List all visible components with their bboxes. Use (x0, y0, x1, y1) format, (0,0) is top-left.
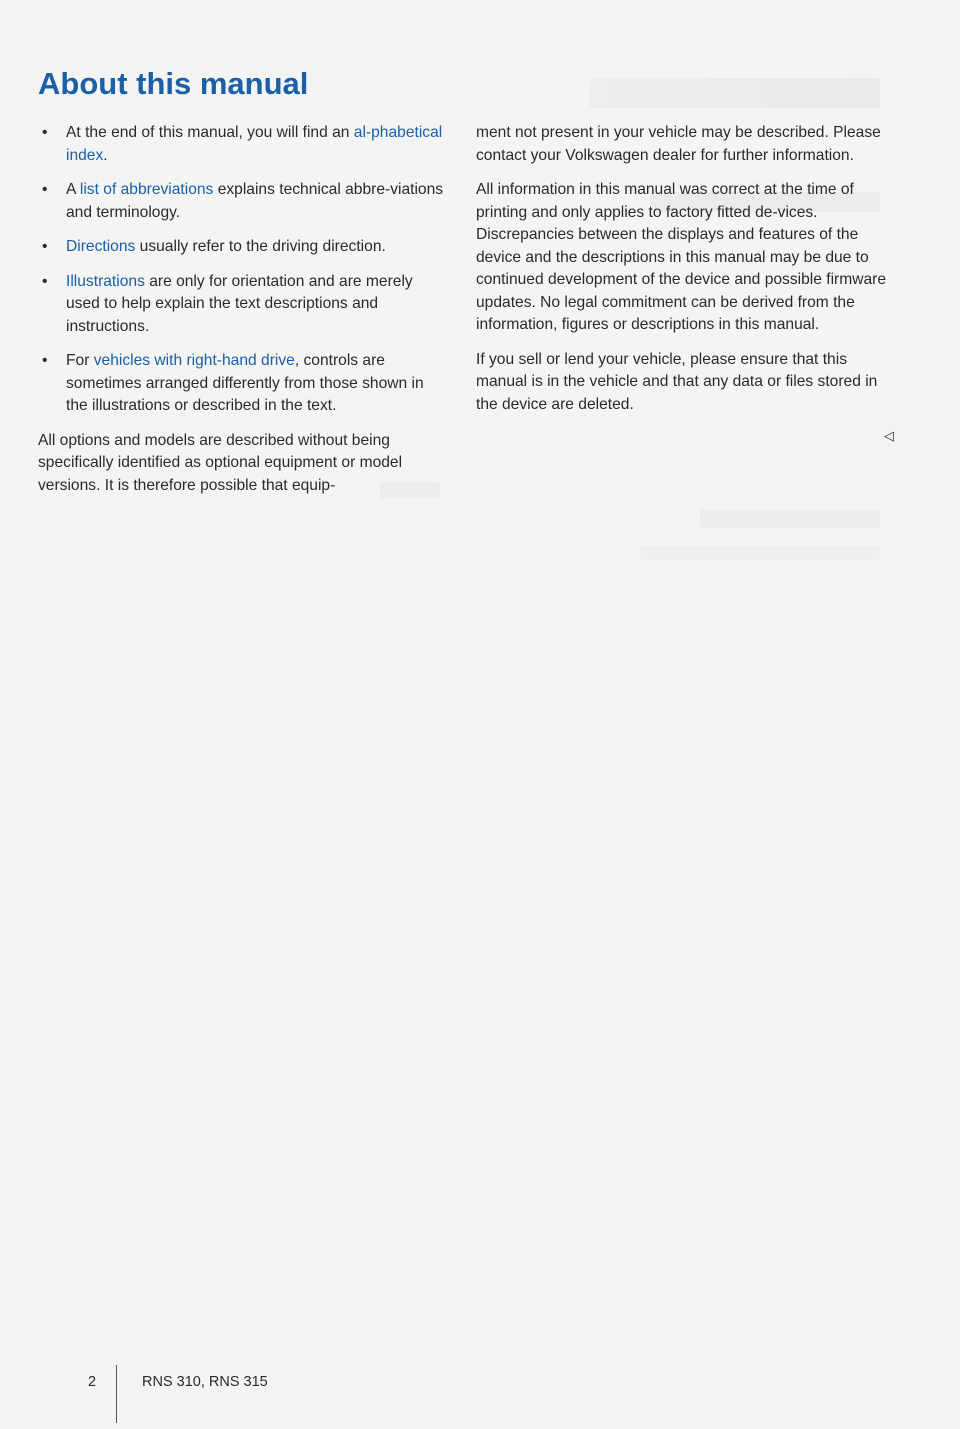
bullet-item (38, 122, 448, 167)
bullet-text-segment: are only for orientation and are merely used to help explain the text descriptions and instructions. (66, 272, 413, 335)
bullet-item (38, 271, 448, 339)
left-column (38, 122, 448, 509)
page-title: About this manual (38, 66, 309, 101)
section-end-arrow-icon: ◁ (884, 428, 894, 443)
options-paragraph: All options and models are described without being specifically identified as optional equipment or model versions. It is therefore possible that equip- (38, 431, 403, 494)
right-paragraph-2: All information in this manual was correct at the time of printing and only applies to factory fitted de-vices. Discrepancies between the displays and features of the device and the descriptions in this manual may be due to continued development of the device and possible firmware updates. No legal commitment can be derived from the information, figures or descriptions in this manual. (476, 181, 887, 333)
bullet-text (66, 352, 424, 414)
bullet-text-segment: A (66, 181, 80, 198)
right-column (476, 122, 886, 428)
right-paragraph-1: ment not present in your vehicle may be described. Please contact your Volkswagen dealer for further information. (476, 124, 881, 164)
bullet-text (66, 124, 442, 164)
bullet-text-segment: At the end of this manual, you will find an (66, 124, 354, 141)
show-through-decoration (590, 78, 880, 108)
show-through-decoration (640, 546, 880, 560)
cross-reference-link[interactable]: al-phabetical index (66, 124, 443, 164)
bullet-text-segment: For (66, 352, 94, 369)
bullet-item (38, 179, 448, 224)
cross-reference-link[interactable]: vehicles with right-hand drive (93, 352, 295, 369)
bullet-dot-icon: • (42, 238, 48, 255)
bullet-list (38, 122, 448, 418)
bullet-text (66, 238, 386, 255)
bullet-text-segment: explains technical abbre-viations and terminology. (66, 181, 444, 221)
bullet-dot-icon: • (42, 124, 48, 141)
bullet-item (38, 350, 448, 418)
footer-model: RNS 310, RNS 315 (142, 1374, 268, 1390)
bullet-text-segment: , controls are sometimes arranged differently from those shown in the illustrations or described in the text. (66, 352, 424, 414)
cross-reference-link[interactable]: Directions (66, 238, 136, 255)
bullet-dot-icon: • (42, 181, 48, 198)
bullet-dot-icon: • (42, 272, 48, 290)
footer-divider (116, 1365, 117, 1423)
page-number: 2 (88, 1374, 97, 1390)
bullet-text (66, 181, 443, 221)
cross-reference-link[interactable]: list of abbreviations (79, 181, 214, 198)
right-paragraph-3: If you sell or lend your vehicle, please ensure that this manual is in the vehicle and that any data or files stored in the device are deleted. (476, 350, 878, 413)
bullet-item (38, 236, 448, 259)
cross-reference-link[interactable]: Illustrations (66, 272, 145, 290)
bullet-text-segment: usually refer to the driving direction. (135, 238, 386, 255)
show-through-decoration (700, 510, 880, 528)
bullet-text (66, 273, 413, 335)
bullet-text-segment: . (103, 146, 108, 164)
bullet-dot-icon: • (42, 352, 48, 369)
